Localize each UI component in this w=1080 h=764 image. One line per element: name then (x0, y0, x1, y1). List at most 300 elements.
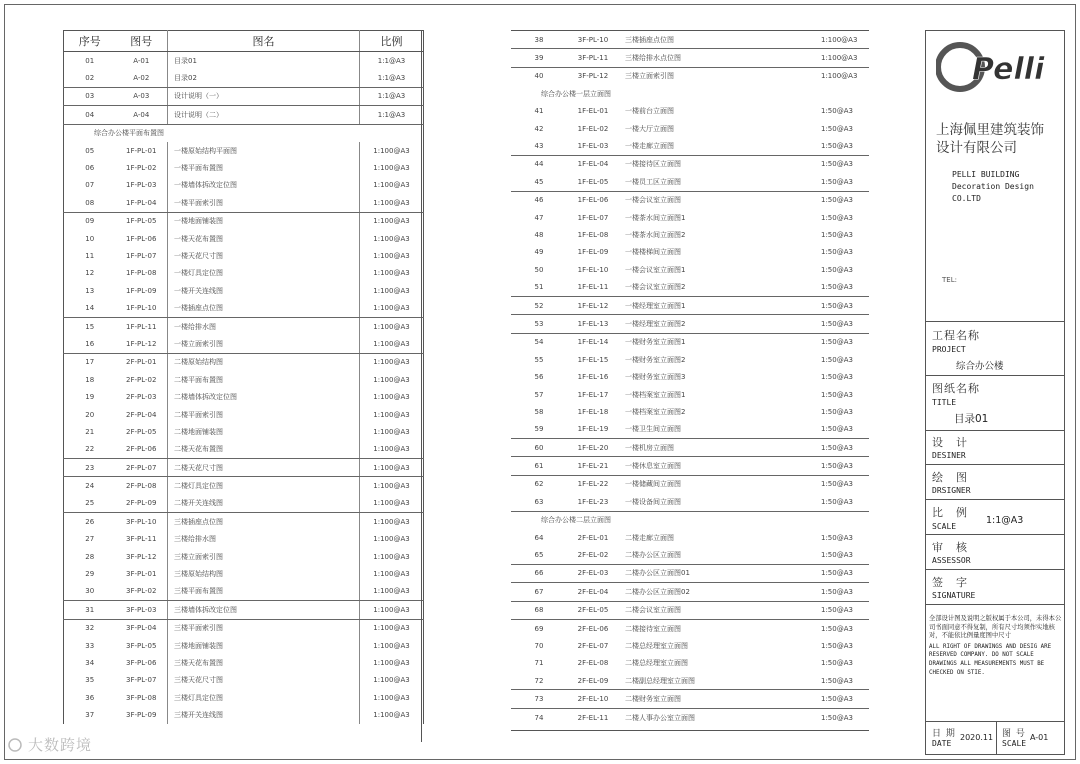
table-row (511, 173, 869, 191)
table-row (511, 368, 869, 385)
cell-name: 二楼办公区立面图02 (619, 583, 821, 601)
cell-code: 1F-PL-08 (126, 269, 157, 278)
cell-no: 06 (85, 164, 95, 173)
company-name-cn-line2: 设计有限公司 (936, 140, 1017, 156)
cell-no: 45 (511, 173, 567, 191)
cell-name: 二楼原始结构图 (168, 353, 360, 371)
cell-name: 三楼天花尺寸图 (168, 672, 360, 689)
cell-scale: 1:50@A3 (821, 641, 853, 650)
company-name-en-line3: CO.LTD (952, 194, 981, 203)
table-row (511, 457, 869, 475)
cell-code: 3F-PL-01 (126, 570, 157, 579)
title-block-line (926, 464, 1064, 465)
cell-code: 1F-PL-03 (126, 181, 157, 190)
table-row (511, 191, 869, 209)
cell-no: 33 (85, 641, 95, 650)
table-row (511, 296, 869, 314)
cell-name: 一楼卫生间立面图 (619, 421, 821, 439)
cell-code: 1F-EL-21 (567, 457, 619, 475)
cell-name: 一楼档案室立面图2 (625, 407, 686, 416)
cell-name: 一楼插座点位图 (168, 299, 360, 317)
cell-name: 二楼灯具定位图 (168, 477, 360, 495)
cell-code: 2F-PL-01 (126, 358, 157, 367)
cell-name: 一楼走廊立面图 (619, 137, 821, 155)
cell-scale: 1:50@A3 (821, 278, 869, 296)
cell-scale: 1:50@A3 (821, 421, 869, 439)
cell-no: 47 (534, 213, 544, 222)
company-name-cn-line1: 上海佩里建筑装饰 (936, 122, 1044, 138)
signature-label-cn: 签 字 (932, 576, 968, 589)
company-name-en-line1: PELLI BUILDING (952, 170, 1020, 179)
cell-no: 22 (64, 441, 116, 459)
cell-scale: 1:1@A3 (360, 52, 424, 70)
table-row (64, 406, 424, 423)
cell-name: 一楼平面布置图 (168, 159, 360, 176)
table-row (64, 247, 424, 264)
cell-scale: 1:50@A3 (821, 672, 869, 690)
cell-no: 67 (511, 583, 567, 601)
cell-no: 57 (534, 390, 544, 399)
cell-no: 48 (534, 230, 544, 239)
company-name-en-line2: Decoration Design (952, 182, 1034, 191)
cell-scale: 1:100@A3 (360, 689, 424, 706)
table-row (64, 87, 424, 105)
table-row (511, 244, 869, 261)
cell-code: 3F-PL-11 (126, 535, 157, 544)
cell-name: 一楼财务室立面图2 (625, 355, 686, 364)
table-row (64, 548, 424, 565)
table-row (511, 546, 869, 564)
cell-scale: 1:1@A3 (360, 87, 424, 105)
cell-code: A-02 (116, 69, 168, 87)
cell-no: 64 (534, 533, 544, 542)
cell-name: 一楼接待区立面图 (625, 160, 681, 169)
table-row (511, 601, 869, 619)
cell-code: 1F-EL-07 (577, 213, 609, 222)
cell-no: 15 (85, 322, 95, 331)
table-row (511, 278, 869, 296)
cell-no: 28 (85, 552, 95, 561)
cell-name: 二楼平面索引图 (168, 406, 360, 423)
cell-scale: 1:50@A3 (821, 160, 853, 169)
cell-code: 1F-PL-10 (116, 299, 168, 317)
cell-code: A-01 (133, 56, 150, 65)
cell-name: 三楼给排水点位图 (619, 49, 821, 67)
table-row (511, 403, 869, 420)
title-block-line (926, 321, 1064, 322)
cell-code: 1F-EL-02 (577, 124, 609, 133)
cell-code: 3F-PL-05 (126, 641, 157, 650)
date-value: 2020.11 (960, 733, 994, 742)
cell-code: 3F-PL-06 (126, 658, 157, 667)
cell-no: 50 (534, 265, 544, 274)
table-row (64, 601, 424, 619)
cell-code: 1F-PL-04 (116, 194, 168, 212)
table-row (511, 31, 869, 49)
table-row (64, 477, 424, 495)
cell-name: 设计说明（一） (168, 87, 360, 105)
cell-code: 1F-EL-11 (567, 278, 619, 296)
watermark-text: 大数跨境 (28, 736, 93, 754)
table-row (511, 690, 869, 708)
cell-no: 60 (511, 438, 567, 456)
cell-no: 10 (85, 234, 95, 243)
cell-code: 2F-EL-10 (567, 690, 619, 708)
cell-no: 63 (511, 493, 567, 511)
cell-scale: 1:100@A3 (360, 495, 424, 513)
table-row (64, 69, 424, 87)
cell-name: 二楼天花尺寸图 (168, 458, 360, 476)
cell-code: 1F-EL-22 (577, 480, 609, 489)
cell-name: 三楼开关连线图 (168, 706, 360, 723)
table-row (511, 529, 869, 546)
table-row (64, 230, 424, 247)
copyright-note (929, 615, 1063, 677)
cell-no: 16 (64, 335, 116, 353)
cell-code: A-03 (116, 87, 168, 105)
cell-name: 一楼会议室立面图1 (625, 265, 686, 274)
cell-scale: 1:100@A3 (360, 672, 424, 689)
table-row (64, 299, 424, 317)
title-value: 目录01 (954, 413, 989, 425)
cell-name: 一楼地面铺装图 (168, 212, 360, 230)
cell-name: 一楼天花尺寸图 (168, 247, 360, 264)
scale-label-en: SCALE (932, 522, 957, 531)
cell-no: 23 (64, 458, 116, 476)
cell-code: 3F-PL-12 (577, 72, 609, 81)
cell-scale: 1:100@A3 (360, 247, 424, 264)
table-row (64, 513, 424, 531)
cell-name: 三楼插座点位图 (619, 31, 821, 49)
pelli-logo (936, 37, 1056, 99)
table-row (511, 155, 869, 173)
cell-no: 69 (534, 624, 544, 633)
cell-no: 62 (534, 480, 544, 489)
cell-name: 二楼开关连线图 (168, 495, 360, 513)
cell-code: 1F-EL-06 (577, 196, 609, 205)
cell-no: 52 (511, 296, 567, 314)
table-row (511, 209, 869, 226)
title-block (925, 30, 1065, 755)
cell-scale: 1:50@A3 (821, 533, 853, 542)
cell-no: 04 (64, 106, 116, 124)
cell-name: 三楼给排水图 (168, 531, 360, 548)
section-title: 综合办公楼二层立面图 (541, 516, 611, 525)
cell-scale: 1:100@A3 (821, 49, 869, 67)
title-block-line (926, 534, 1064, 535)
drafter-label-en: DRSIGNER (932, 486, 971, 495)
cell-no: 11 (85, 251, 95, 260)
table-row (64, 159, 424, 176)
cell-no: 37 (85, 711, 95, 720)
cell-scale: 1:100@A3 (360, 423, 424, 440)
table-row (511, 103, 869, 120)
table-row (511, 120, 869, 137)
cell-name: 一楼墙体拆改定位图 (168, 177, 360, 194)
cell-name: 一楼储藏间立面图 (625, 480, 681, 489)
cell-scale: 1:50@A3 (821, 457, 869, 475)
cell-no: 21 (85, 427, 95, 436)
cell-name: 一楼员工区立面图 (619, 173, 821, 191)
table-header (64, 31, 424, 52)
cell-name: 三楼原始结构图 (168, 565, 360, 582)
cell-name: 三楼灯具定位图 (168, 689, 360, 706)
cell-scale: 1:1@A3 (360, 106, 424, 124)
cell-no: 34 (85, 658, 95, 667)
table-row (64, 531, 424, 548)
cell-code: 1F-PL-01 (126, 146, 157, 155)
sheet-label-en: SCALE (1002, 739, 1027, 748)
cell-code: 2F-EL-01 (577, 533, 609, 542)
cell-name: 三楼地面铺装图 (168, 637, 360, 654)
signature-label-en: SIGNATURE (932, 591, 976, 600)
cell-no: 54 (534, 338, 544, 347)
cell-scale: 1:100@A3 (360, 142, 424, 159)
section-title: 综合办公楼平面布置图 (94, 129, 164, 138)
table-row (64, 619, 424, 637)
table-row (511, 49, 869, 67)
cell-code: 1F-PL-11 (126, 322, 157, 331)
tel-label: TEL: (942, 276, 957, 284)
cell-code: 2F-EL-09 (567, 672, 619, 690)
cell-scale: 1:50@A3 (821, 624, 853, 633)
cell-no: 41 (534, 107, 544, 116)
table-row (511, 438, 869, 456)
cell-code: 3F-PL-02 (116, 583, 168, 601)
cell-code: 3F-PL-09 (126, 711, 157, 720)
cell-name: 二楼财务室立面图 (619, 690, 821, 708)
cell-no: 51 (511, 278, 567, 296)
cell-name: 三楼立面索引图 (625, 72, 674, 81)
cell-scale: 1:100@A3 (360, 194, 424, 212)
table-row (511, 564, 869, 582)
table-row (511, 421, 869, 439)
cell-name: 目录01 (168, 52, 360, 70)
cell-code: 2F-PL-03 (126, 393, 157, 402)
cell-no: 68 (511, 601, 567, 619)
cell-no: 17 (85, 358, 95, 367)
cell-scale: 1:50@A3 (821, 137, 869, 155)
cell-name: 三楼平面索引图 (168, 619, 360, 637)
cell-no: 39 (511, 49, 567, 67)
cell-code: 1F-EL-16 (577, 373, 609, 382)
cell-scale: 1:50@A3 (821, 390, 853, 399)
date-label-cn: 日 期 (932, 729, 956, 739)
cell-name: 二楼接待室立面图 (625, 624, 681, 633)
cell-no: 65 (511, 546, 567, 564)
cell-code: 2F-EL-07 (577, 641, 609, 650)
company-name-en (952, 169, 1034, 205)
table-row (64, 106, 424, 124)
cell-scale: 1:100@A3 (360, 230, 424, 247)
cell-name: 一楼会议室立面图 (625, 196, 681, 205)
cell-code: 1F-EL-03 (567, 137, 619, 155)
cell-scale: 1:100@A3 (360, 388, 424, 405)
table-row (64, 212, 424, 230)
cell-no: 56 (534, 373, 544, 382)
company-name-cn (936, 121, 1044, 157)
cell-code: 1F-EL-12 (567, 296, 619, 314)
cell-code: 2F-EL-05 (567, 601, 619, 619)
cell-scale: 1:50@A3 (821, 713, 853, 722)
table-row (64, 282, 424, 299)
section-row (64, 124, 424, 142)
cell-scale: 1:100@A3 (360, 282, 424, 299)
table-row (64, 317, 424, 335)
cell-no: 03 (64, 87, 116, 105)
cell-scale: 1:100@A3 (360, 371, 424, 388)
cell-code: 1F-EL-20 (567, 438, 619, 456)
cell-name: 一楼经理室立面图2 (619, 315, 821, 333)
cell-name: 二楼办公区立面图01 (619, 564, 821, 582)
watermark-icon (8, 738, 22, 752)
cell-code: 2F-PL-09 (116, 495, 168, 513)
cell-no: 44 (534, 160, 544, 169)
cell-code: 1F-EL-08 (577, 230, 609, 239)
drawing-index-table-right (511, 30, 869, 726)
table-row (511, 315, 869, 333)
cell-scale: 1:50@A3 (821, 564, 869, 582)
cell-scale: 1:100@A3 (360, 335, 424, 353)
cell-no: 14 (64, 299, 116, 317)
cell-scale: 1:50@A3 (821, 480, 853, 489)
sheet-label-cn: 图 号 (1002, 729, 1026, 739)
cell-code: 3F-PL-04 (126, 624, 157, 633)
copyright-note-en: ALL RIGHT OF DRAWINGS AND DESIG ARE RESERVED COMPANY. DO NOT SCALE DRAWINGS ALL MEASUREMENTS MUST BE CHECKED ON STIE. (929, 643, 1052, 676)
cell-name: 二楼墙体拆改定位图 (168, 388, 360, 405)
cell-no: 27 (85, 535, 95, 544)
scale-value: 1:1@A3 (986, 515, 1024, 526)
table-row (511, 261, 869, 278)
cell-scale: 1:50@A3 (821, 373, 853, 382)
cell-no: 43 (511, 137, 567, 155)
table-row (511, 386, 869, 403)
cell-scale: 1:50@A3 (821, 338, 853, 347)
cell-no: 66 (511, 564, 567, 582)
cell-name: 二楼平面布置图 (168, 371, 360, 388)
cell-code: 1F-EL-15 (577, 355, 609, 364)
designer-label-cn: 设 计 (932, 436, 968, 449)
cell-scale: 1:100@A3 (360, 477, 424, 495)
table-row (511, 672, 869, 690)
cell-code: 2F-PL-04 (126, 410, 157, 419)
cell-no: 05 (85, 146, 95, 155)
copyright-note-cn: 全部设计图及说明之版权属于本公司，未得本公司书面同意不得复制，所有尺寸均须作实地核对，不能依比例量度图中尺寸 (929, 615, 1062, 640)
scale-label-cn: 比 例 (932, 506, 968, 519)
cell-code: 2F-EL-04 (567, 583, 619, 601)
cell-no: 71 (534, 659, 544, 668)
cell-name: 一楼设备间立面图 (619, 493, 821, 511)
table-row (64, 52, 424, 70)
section-title: 综合办公楼一层立面图 (541, 89, 611, 98)
title-label-cn: 图纸名称 (932, 382, 980, 395)
header-no: 序号 (64, 31, 116, 52)
cell-scale: 1:100@A3 (360, 513, 424, 531)
cell-name: 二楼副总经理室立面图 (619, 672, 821, 690)
section-row (511, 511, 869, 529)
cell-scale: 1:100@A3 (360, 619, 424, 637)
cell-name: 一楼休息室立面图 (619, 457, 821, 475)
title-block-line (926, 604, 1064, 605)
title-block-line (926, 430, 1064, 431)
cell-no: 19 (85, 393, 95, 402)
table-row (64, 654, 424, 671)
table-row (64, 672, 424, 689)
table-row (64, 353, 424, 371)
cell-scale: 1:50@A3 (821, 248, 853, 257)
cell-code: 3F-PL-11 (567, 49, 619, 67)
cell-no: 59 (511, 421, 567, 439)
table-row (64, 458, 424, 476)
cell-name: 二楼走廊立面图 (625, 533, 674, 542)
cell-code: 1F-EL-09 (577, 248, 609, 257)
cell-code: 2F-EL-03 (567, 564, 619, 582)
cell-code: A-04 (116, 106, 168, 124)
cell-scale: 1:50@A3 (821, 296, 869, 314)
cell-no: 12 (85, 269, 95, 278)
assessor-label-cn: 审 核 (932, 541, 968, 554)
cell-name: 三楼墙体拆改定位图 (168, 601, 360, 619)
cell-scale: 1:100@A3 (360, 706, 424, 723)
cell-scale: 1:50@A3 (821, 355, 853, 364)
cell-code: 1F-PL-05 (126, 217, 157, 226)
project-label-en: PROJECT (932, 345, 966, 354)
cell-code: 1F-PL-07 (126, 251, 157, 260)
cell-name: 二楼地面铺装图 (168, 423, 360, 440)
cell-scale: 1:100@A3 (360, 159, 424, 176)
cell-no: 40 (534, 72, 544, 81)
cell-no: 49 (534, 248, 544, 257)
cell-scale: 1:100@A3 (360, 601, 424, 619)
cell-no: 29 (85, 570, 95, 579)
cell-no: 70 (534, 641, 544, 650)
cell-name: 设计说明（二） (168, 106, 360, 124)
assessor-label-en: ASSESSOR (932, 556, 971, 565)
cell-code: 1F-PL-02 (126, 164, 157, 173)
table-row (511, 475, 869, 493)
cell-name: 二楼总经理室立面图 (625, 641, 688, 650)
cell-scale: 1:50@A3 (821, 690, 869, 708)
cell-no: 09 (85, 217, 95, 226)
project-label-cn: 工程名称 (932, 329, 980, 342)
table-row (64, 194, 424, 212)
cell-no: 13 (85, 286, 95, 295)
table-row (511, 583, 869, 601)
cell-name: 一楼财务室立面图3 (625, 373, 686, 382)
title-block-line (926, 721, 1064, 722)
title-block-line (926, 375, 1064, 376)
designer-label-en: DESINER (932, 451, 966, 460)
cell-code: 3F-PL-12 (126, 552, 157, 561)
table-row (511, 493, 869, 511)
cell-no: 25 (64, 495, 116, 513)
cell-name: 一楼楼梯间立面图 (625, 248, 681, 257)
cell-name: 二楼总经理室立面图 (625, 659, 688, 668)
drafter-label-cn: 绘 图 (932, 471, 968, 484)
cell-name: 一楼开关连线图 (168, 282, 360, 299)
table-row (64, 142, 424, 159)
cell-code: 3F-PL-10 (567, 31, 619, 49)
cell-name: 一楼经理室立面图1 (619, 296, 821, 314)
drawing-index-table-left (63, 30, 424, 724)
header-scale: 比例 (360, 31, 424, 52)
cell-code: 1F-PL-12 (116, 335, 168, 353)
cell-scale: 1:100@A3 (360, 565, 424, 582)
cell-code: 2F-EL-06 (577, 624, 609, 633)
cell-no: 08 (64, 194, 116, 212)
cell-scale: 1:50@A3 (821, 265, 853, 274)
cell-scale: 1:50@A3 (821, 315, 869, 333)
